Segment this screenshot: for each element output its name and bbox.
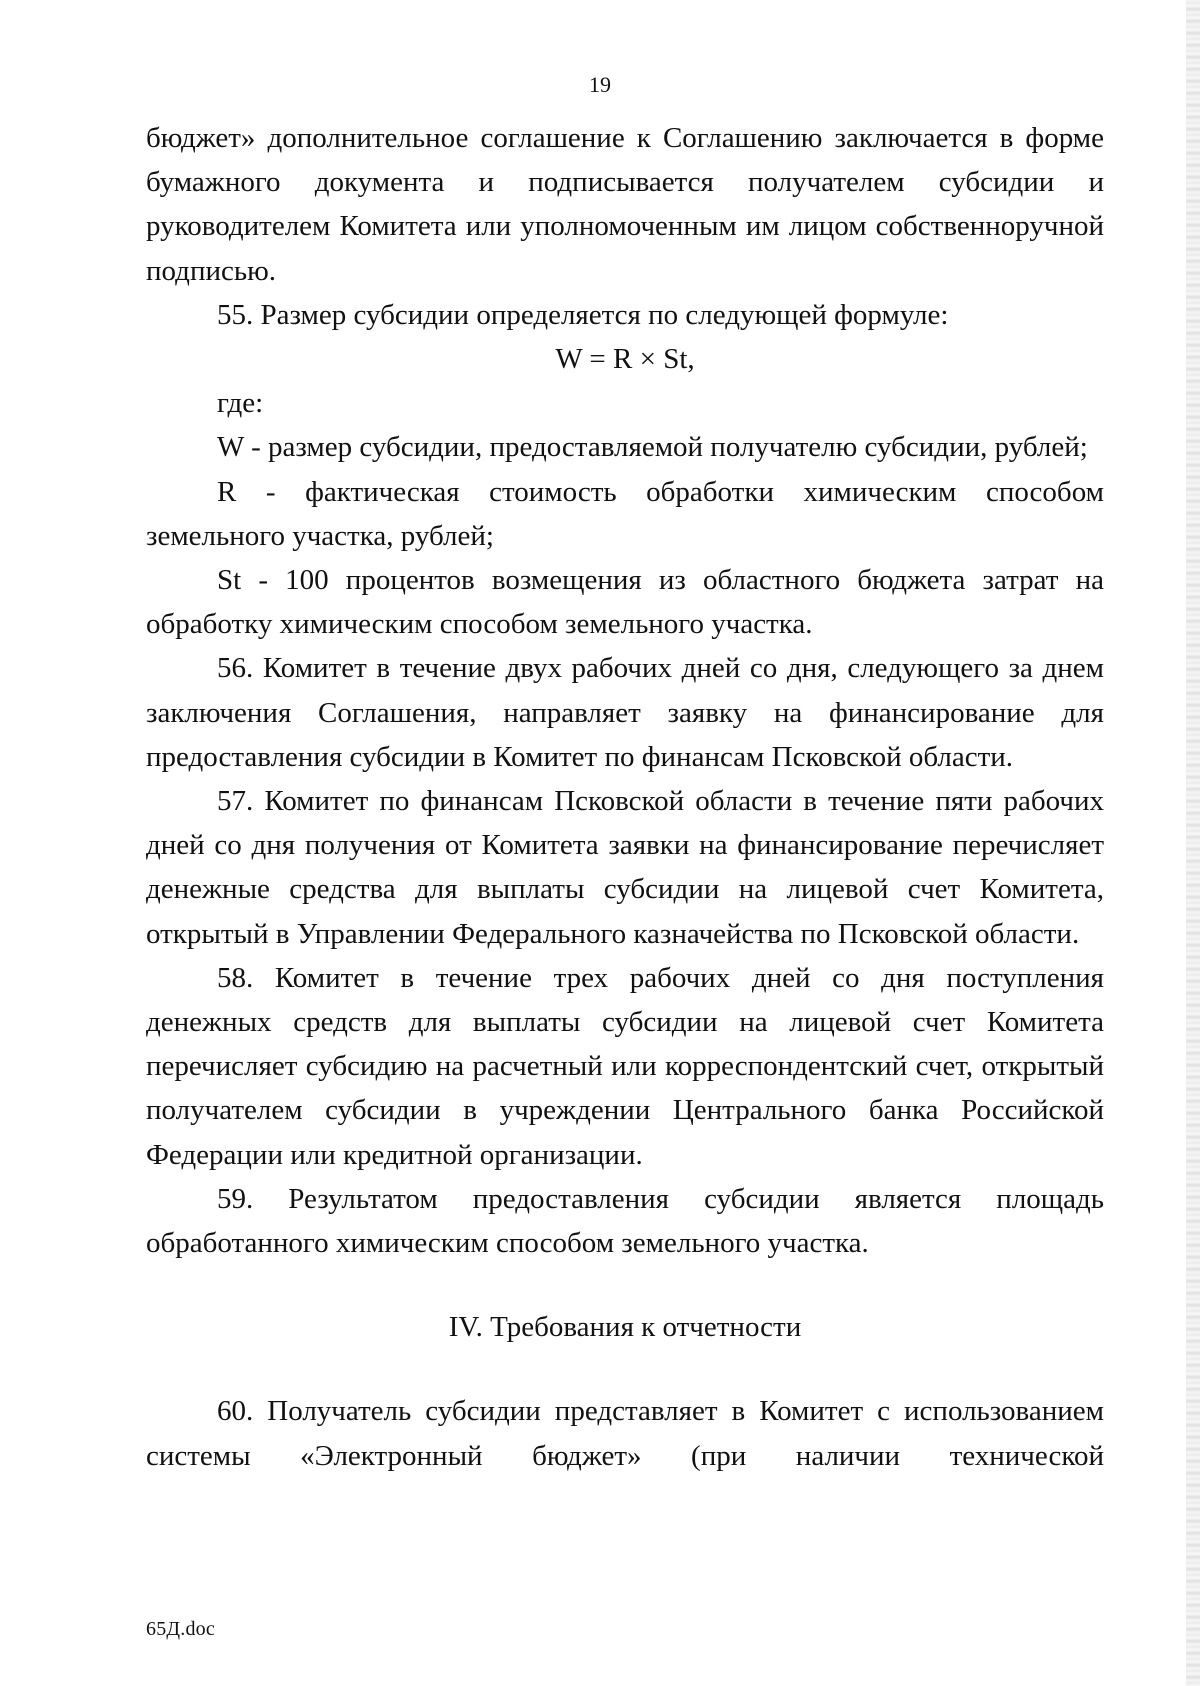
paragraph-continuation: бюджет» дополнительное соглашение к Соглашению заключается в форме бумажного документа и подписывается получателем субсидии и руководителем Комитета или уполномоченным им лицом собственноручной подписью. [146,122,1104,287]
paragraph-58: 58. Комитет в течение трех рабочих дней со дня поступления денежных средств для выплаты субсидии на лицевой счет Комитета перечисляет субсидию на расчетный или корреспондентский счет, открытый получателем субсидии в учреждении Центрального банка Российской Федерации или кредитной организации. [146,961,1104,1171]
formula: W = R × St, [555,343,695,376]
definition-r: R - фактическая стоимость обработки химическим способом земельного участка, рублей; [146,475,1104,552]
definition-st: St - 100 процентов возмещения из областного бюджета затрат на обработку химическим способом земельного участка. [146,564,1104,641]
paragraph-59: 59. Результатом предоставления субсидии является площадь обработанного химическим способом земельного участка. [146,1182,1104,1260]
definition-w: W - размер субсидии, предоставляемой получателю субсидии, рублей; [217,431,1088,464]
scan-edge [1186,0,1200,1686]
paragraph-57: 57. Комитет по финансам Псковской области в течение пяти рабочих дней со дня получения от Комитета заявки на финансирование перечисляет денежные средства для выплаты субсидии на лицевой счет Комитета, открытый в Управлении Федерального казначейства по Псковской области. [146,785,1104,950]
where-label: где: [217,387,264,420]
spacer [146,1265,1104,1305]
document-body [146,116,1104,1478]
section-heading: IV. Требования к отчетности [448,1311,802,1344]
paragraph-60: 60. Получатель субсидии представляет в Комитет с использованием системы «Электронный бюджет» (при наличии технической [146,1395,1104,1472]
page-number: 19 [589,72,611,97]
paragraph-55: 55. Размер субсидии определяется по следующей формуле: [217,298,949,331]
paragraph-56: 56. Комитет в течение двух рабочих дней со дня, следующего за днем заключения Соглашения, направляет заявку на финансирование для предоставления субсидии в Комитет по финансам Псковской области. [146,652,1104,773]
spacer [146,1349,1104,1389]
file-name-footer: 65Д.doc [146,1618,215,1640]
